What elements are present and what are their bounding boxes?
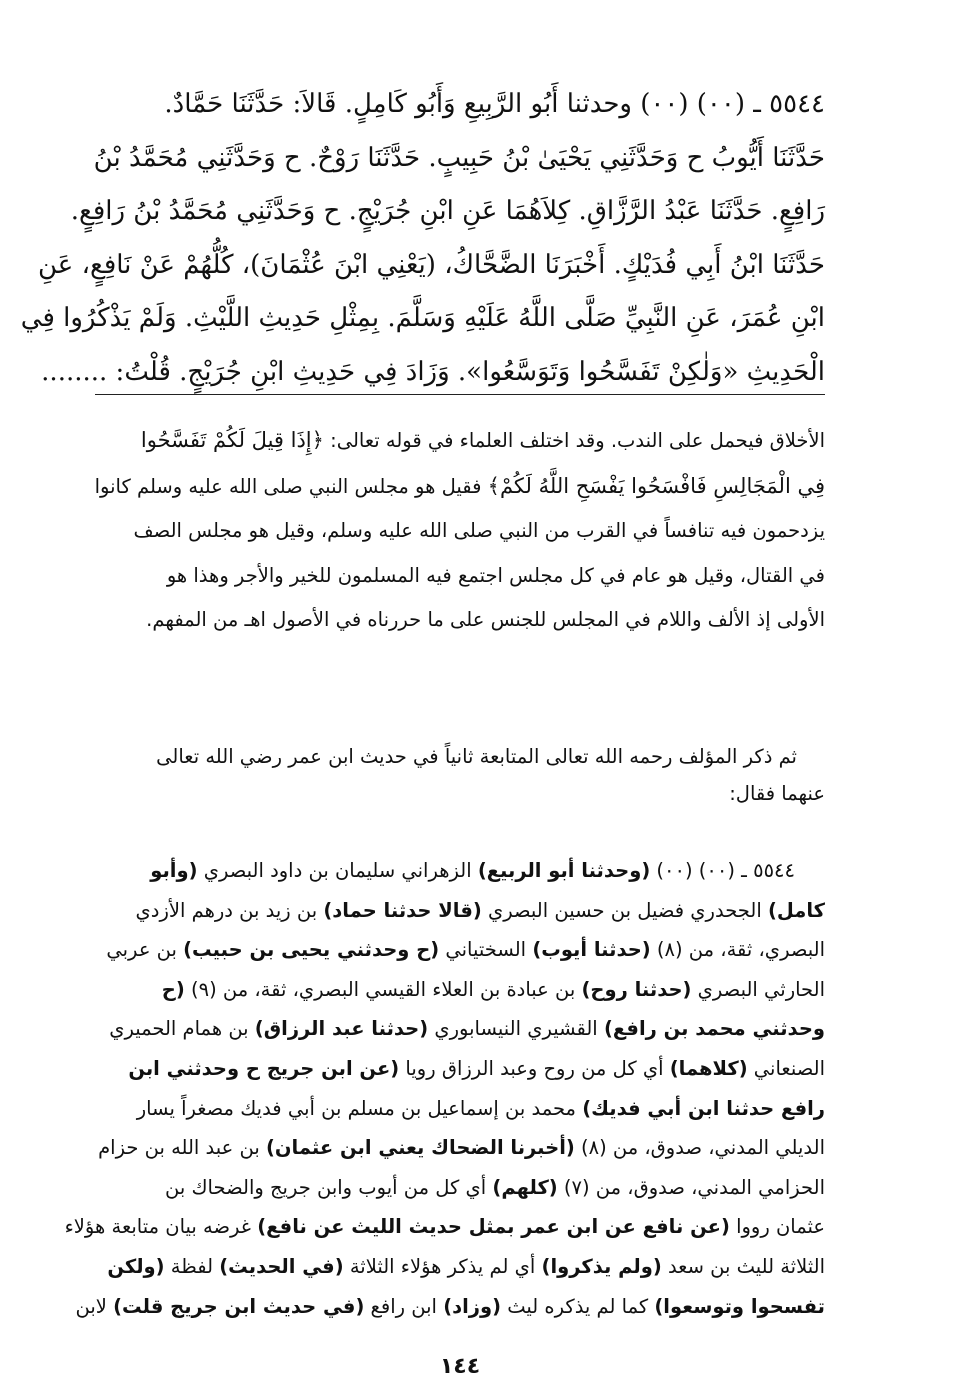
quoted-text: (حدثنا روح) [581, 977, 692, 1001]
sharh-text: الديلي المدني، صدوق، من (٨) [574, 1136, 825, 1160]
quran-verse: ﴿إِذَا قِيلَ لَكُمْ تَفَسَّحُوا [140, 428, 324, 452]
sharh-text: كما لم يذكره ليث [501, 1294, 655, 1318]
intro-line: عنهما فقال: [729, 782, 825, 805]
quoted-text: (أخبرنا الضحاك يعني ابن عثمان) [265, 1136, 575, 1160]
quoted-text: كامل) [767, 898, 825, 922]
quoted-text: (وأبو [150, 859, 198, 882]
sharh-text: الثلاثة لليث بن سعد [661, 1254, 825, 1278]
sharh-line [95, 1009, 825, 1049]
hadith-line: رَافِعٍ. حَدَّثَنَا عَبْدُ الرَّزَّاقِ. كِلاَهُمَا عَنِ ابْنِ جُرَيْجٍ. ح وَحَدَّثَنِي مُحَمَّدُ بْنُ رَافِعٍ. [70, 196, 825, 226]
sharh-line [95, 1168, 825, 1208]
quoted-text: وحدثني محمد بن رافع) [603, 1017, 825, 1041]
quoted-text: (ولكن [107, 1254, 165, 1278]
note-line: الأولى إذ الألف واللام في المجلس للجنس على ما حررناه في الأصول اهـ من المفهم. [146, 608, 825, 632]
sharh-line [95, 891, 825, 931]
page [20, 78, 825, 1379]
sharh-text: الزهراني سليمان بن داود البصري [197, 859, 478, 882]
quoted-text: (كلاهما) [669, 1056, 748, 1080]
sharh-line [95, 970, 825, 1010]
sharh-text: ابن رافع [364, 1294, 444, 1318]
quoted-text: (عن ابن جريج ح وحدثني ابن [128, 1056, 400, 1080]
sharh-text: لفظة [164, 1254, 220, 1278]
quoted-text: (وحدثنا أبو الربيع) [477, 859, 651, 882]
sharh-text: بن عربي [106, 938, 184, 962]
sharh-text: غرضه بيان متابعة هؤلاء [64, 1215, 258, 1239]
separator-rule [95, 394, 825, 395]
note-line: في القتال، وقيل هو عام في كل مجلس اجتمع فيه المسلمون للخير والأجر وهذا هو [166, 563, 825, 587]
sharh-text: الحارثي البصري [691, 977, 825, 1001]
sharh-paragraph [64, 851, 825, 1326]
hadith-line: حَدَّثَنَا أَيُّوبُ ح وَحَدَّثَنِي يَحْيَىٰ بْنُ حَبِيبٍ. حَدَّثَنَا رَوْحٌ. ح وَحَدَّثَنِي مُحَمَّدُ بْنُ [93, 142, 825, 173]
sharh-text: الحزامي المدني، صدوق، من (٧) [557, 1175, 825, 1199]
sharh-text: بن عبادة بن العلاء القيسي البصري، ثقة، من (٩) [184, 977, 582, 1001]
quoted-text: (حدثنا أيوب) [532, 938, 651, 962]
sharh-line [64, 1207, 825, 1247]
quoted-text: (في حديث ابن جريج قلت) [113, 1294, 365, 1318]
quoted-text: (حدثنا عبد الرزاق) [254, 1017, 429, 1041]
sharh-text: القشيري النيسابوري [428, 1017, 604, 1041]
hadith-line: ابْنِ عُمَرَ، عَنِ النَّبِيِّ صَلَّى اللَّهُ عَلَيْهِ وَسَلَّمَ. بِمِثْلِ حَدِيثِ اللَّيْثِ. وَلَمْ يَذْكُرُوا فِي [20, 303, 825, 333]
note-line: يزدحمون فيه تنافساً في القرب من النبي صلى الله عليه وسلم، وقيل هو مجلس الصف [133, 519, 825, 543]
sharh-line [95, 851, 825, 891]
sharh-text: أي كل من أيوب وابن جريج والضحاك بن [165, 1175, 493, 1199]
quoted-text: (وزاد) [443, 1294, 502, 1318]
sharh-text: بن عبد الله بن حزام [98, 1136, 266, 1160]
hadith-line: ٥٥٤٤ ـ (٠٠) (٠٠) وحدثنا أَبُو الرَّبِيعِ وَأَبُو كَامِلٍ. قَالاَ: حَدَّثَنَا حَمَّادٌ. [164, 89, 825, 119]
hadith-line: حَدَّثَنَا ابْنُ أَبِي فُدَيْكٍ. أَخْبَرَنَا الضَّحَّاكُ، (يَعْنِي ابْنَ عُثْمَانَ)، كُلُّهُمْ عَنْ نَافِعٍ، عَنِ [38, 249, 825, 280]
intro-paragraph [95, 738, 825, 812]
quoted-text: (ح [161, 977, 185, 1001]
note-line: فِي الْمَجَالِسِ فَافْسَحُوا يَفْسَحِ اللَّهُ لَكُمْ﴾ فقيل هو مجلس النبي صلى الله عليه وسلم كانوا [94, 473, 825, 498]
quoted-text: رافع حدثنا ابن أبي فديك) [582, 1096, 825, 1120]
sharh-text: الصنعاني [747, 1056, 825, 1080]
quoted-text: (كلهم) [492, 1175, 558, 1199]
sharh-text: محمد بن إسماعيل بن مسلم بن أبي فديك مصغراً يسار [136, 1096, 583, 1120]
sharh-text: ٥٥٤٤ ـ (٠٠) (٠٠) [650, 859, 795, 882]
note-line: الأخلاق فيحمل على الندب. وقد اختلف العلماء في قوله تعالى: ﴿إِذَا قِيلَ لَكُمْ تَفَسَّحُوا [140, 428, 825, 452]
commentary-note [95, 418, 825, 643]
sharh-text: الجحدري فضيل بن حسين البصري [481, 898, 768, 922]
intro-line: ثم ذكر المؤلف رحمه الله تعالى المتابعة ثانياً في حديث ابن عمر رضي الله تعالى [156, 745, 797, 768]
quoted-text: (قالا حدثنا حماد) [323, 898, 482, 922]
sharh-line [95, 1128, 825, 1168]
sharh-line [95, 1247, 825, 1287]
hadith-text [20, 78, 825, 399]
sharh-line [95, 1089, 825, 1129]
sharh-text: أي كل من روح وعبد الرزاق رويا [399, 1056, 670, 1080]
sharh-line [75, 1287, 825, 1327]
quran-verse: فِي الْمَجَالِسِ فَافْسَحُوا يَفْسَحِ اللَّهُ لَكُمْ﴾ [487, 473, 825, 498]
quoted-text: (ح وحدثني يحيى بن حبيب) [183, 938, 440, 962]
sharh-text: عثمان رووا [729, 1215, 825, 1239]
quoted-text: (ولم يذكروا) [541, 1254, 662, 1278]
quoted-text: (في الحديث) [219, 1254, 344, 1278]
sharh-text: السختياني [439, 938, 533, 962]
quoted-text: تفسحوا وتوسعوا) [654, 1294, 825, 1318]
sharh-text: البصري، ثقة، من (٨) [650, 938, 825, 962]
sharh-text: لابن [75, 1294, 114, 1318]
sharh-line [95, 1049, 825, 1089]
hadith-line: الْحَدِيثِ «وَلٰكِنْ تَفَسَّحُوا وَتَوَسَّعُوا». وَزَادَ فِي حَدِيثِ ابْنِ جُرَيْجٍ. قُلْتُ: ........ [41, 356, 825, 387]
sharh-text: أي لم يذكر هؤلاء الثلاثة [343, 1254, 542, 1278]
sharh-line [95, 930, 825, 970]
sharh-text: بن زيد بن درهم الأزدي [135, 898, 324, 922]
quoted-text: (عن نافع عن ابن عمر بمثل حديث الليث عن نافع) [257, 1215, 730, 1239]
page-number: ١٤٤ [439, 1354, 481, 1379]
sharh-text: بن همام الحميري [109, 1017, 255, 1041]
